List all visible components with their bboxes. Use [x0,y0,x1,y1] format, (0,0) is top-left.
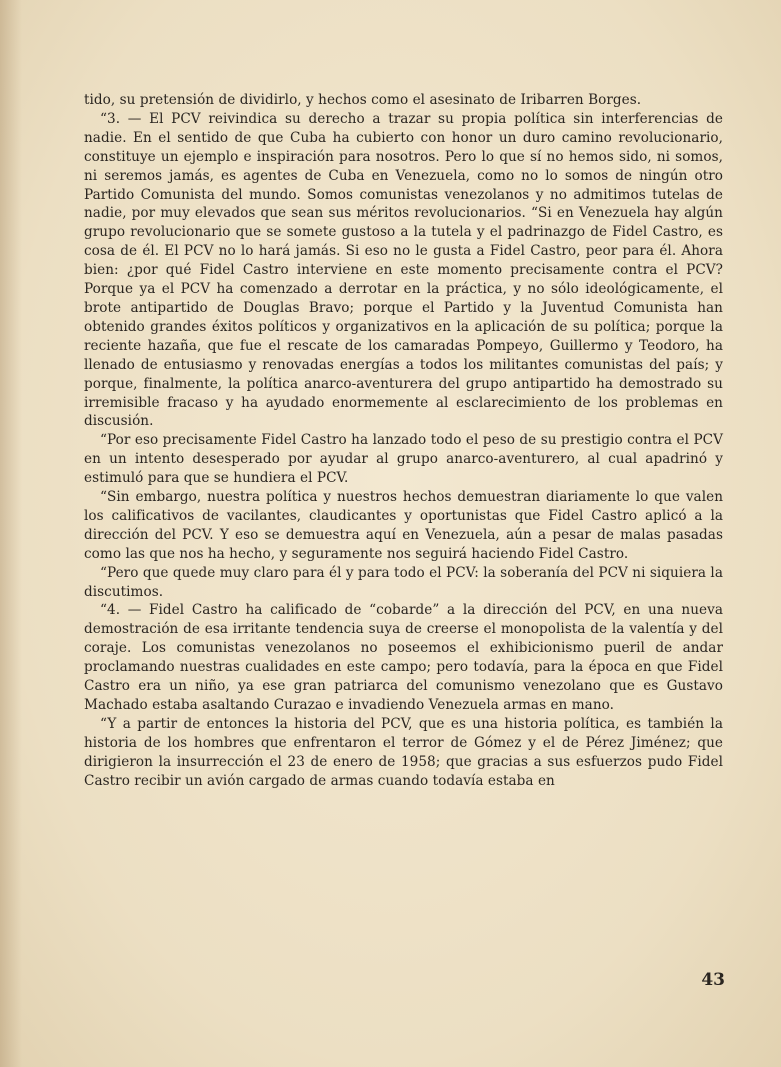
page-number: 43 [701,970,725,990]
page-edge-shadow [0,0,22,1067]
paragraph: “3. — El PCV reivindica su derecho a trazar su propia política sin interferencias de nadie. En el sentido de que Cuba ha cubierto con honor un duro camino revolucionario, constituye un ejemplo e inspiración para nosotros. Pero lo que sí no hemos sido, ni somos, ni seremos jamás, es agentes de Cuba en Venezuela, como no lo somos de ningún otro Partido Comunista del mundo. Somos comunistas venezolanos y no admitimos tutelas de nadie, por muy elevados que sean sus méritos revolucionarios. “Si en Venezuela hay algún grupo revolucionario que se somete gustoso a la tutela y el padrinazgo de Fidel Castro, es cosa de él. El PCV no lo hará jamás. Si eso no le gusta a Fidel Castro, peor para él. Ahora bien: ¿por qué Fidel Castro interviene en este momento precisamente contra el PCV? Porque ya el PCV ha comenzado a derrotar en la práctica, y no sólo ideológicamente, el brote antipartido de Douglas Bravo; porque el Partido y la Juventud Comunista han obtenido grandes éxitos políticos y organizativos en la aplicación de su política; porque la reciente hazaña, que fue el rescate de los camaradas Pompeyo, Guillermo y Teodoro, ha llenado de entusiasmo y renovadas energías a todos los militantes comunistas del país; y porque, finalmente, la política anarco-aventurera del grupo antipartido ha demostrado su irremisible fracaso y ha ayudado enormemente al esclarecimiento de los problemas en discusión. [84,110,723,430]
paragraph: “Por eso precisamente Fidel Castro ha lanzado todo el peso de su prestigio contra el PCV en un intento desesperado por ayudar al grupo anarco-aventurero, al cual apadrinó y estimuló para que se hundiera el PCV. [84,432,723,487]
paragraph: “Y a partir de entonces la historia del PCV, que es una historia política, es también la historia de los hombres que enfrentaron el terror de Gómez y el de Pérez Jiménez; que dirigieron la insurrección el 23 de enero de 1958; que gracias a sus esfuerzos pudo Fidel Castro recibir un avión cargado de armas cuando todavía estaba en [84,715,723,789]
paragraph: tido, su pretensión de dividirlo, y hechos como el asesinato de Iribarren Borges. [84,92,642,108]
paragraph: “4. — Fidel Castro ha calificado de “cobarde” a la dirección del PCV, en una nueva demostración de esa irritante tendencia suya de creerse el monopolista de la valentía y del coraje. Los comunistas venezolanos no poseemos el exhibicionismo pueril de andar proclamando nuestras cualidades en este campo; pero todavía, para la época en que Fidel Castro era un niño, ya ese gran patriarca del comunismo venezolano que es Gustavo Machado estaba asaltando Curazao e invadiendo Venezuela armas en mano. [84,602,723,713]
paragraph: “Sin embargo, nuestra política y nuestros hechos demuestran diariamente lo que valen los calificativos de vacilantes, claudicantes y oportunistas que Fidel Castro aplicó a la dirección del PCV. Y eso se demuestra aquí en Venezuela, aún a pesar de malas pasadas como las que nos ha hecho, y seguramente nos seguirá haciendo Fidel Castro. [84,489,723,562]
paragraph: “Pero que quede muy claro para él y para todo el PCV: la soberanía del PCV ni siquiera la discutimos. [84,564,723,600]
body-text [84,91,723,791]
